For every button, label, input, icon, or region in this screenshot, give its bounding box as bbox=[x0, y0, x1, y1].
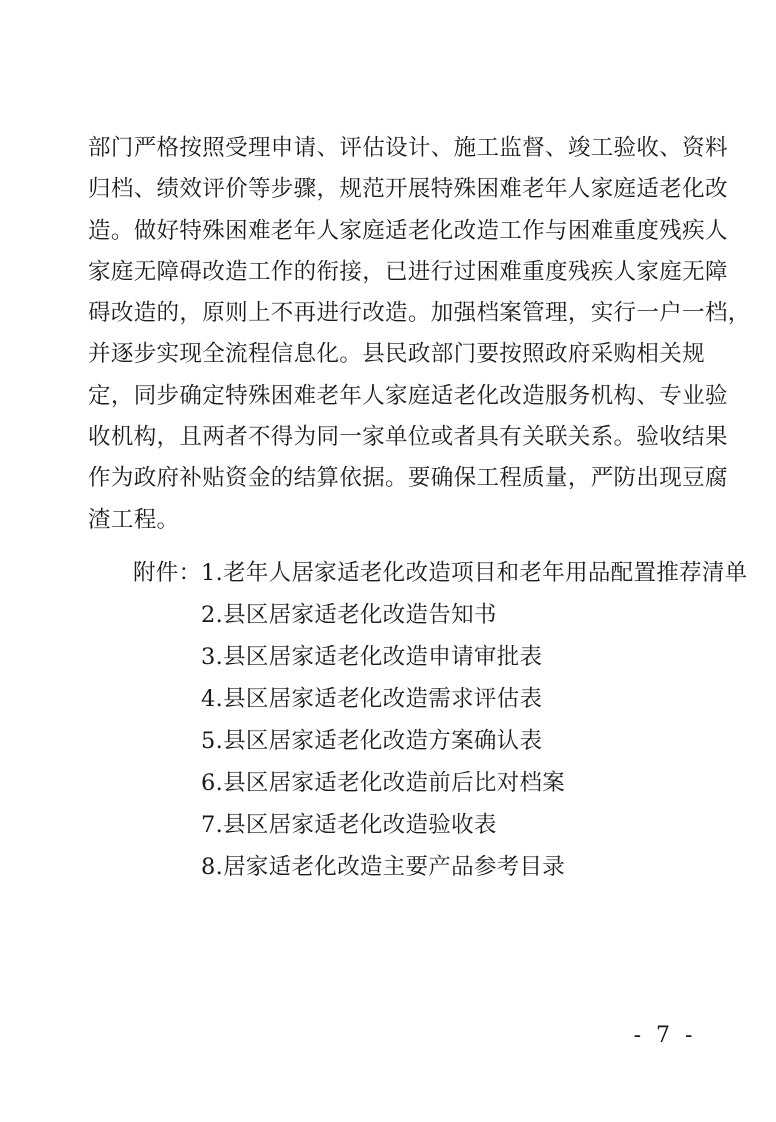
body-line: 定，同步确定特殊困难老年人家庭适老化改造服务机构、专业验 bbox=[88, 382, 728, 409]
attachment-item: 7.县区居家适老化改造验收表 bbox=[201, 812, 497, 838]
attachment-row bbox=[133, 552, 748, 594]
attachment-item: 3.县区居家适老化改造申请审批表 bbox=[201, 644, 543, 670]
attachment-item: 6.县区居家适老化改造前后比对档案 bbox=[201, 770, 566, 796]
body-line: 造。做好特殊困难老年人家庭适老化改造工作与困难重度残疾人 bbox=[88, 217, 728, 244]
attachment-row bbox=[133, 762, 693, 804]
attachment-item: 1.老年人居家适老化改造项目和老年用品配置推荐清单 bbox=[201, 560, 748, 586]
body-line: 归档、绩效评价等步骤，规范开展特殊困难老年人家庭适老化改 bbox=[88, 176, 728, 203]
body-line: 并逐步实现全流程信息化。县民政部门要按照政府采购相关规 bbox=[88, 341, 705, 368]
body-line: 作为政府补贴资金的结算依据。要确保工程质量，严防出现豆腐 bbox=[88, 465, 728, 492]
attachment-item: 8.居家适老化改造主要产品参考目录 bbox=[201, 854, 566, 880]
attachments-list bbox=[133, 552, 748, 888]
attachment-row bbox=[133, 636, 693, 678]
attachment-item: 4.县区居家适老化改造需求评估表 bbox=[201, 686, 543, 712]
body-line: 渣工程。 bbox=[88, 506, 180, 533]
attachment-item: 5.县区居家适老化改造方案确认表 bbox=[201, 728, 543, 754]
attachment-row bbox=[133, 846, 693, 888]
body-line: 家庭无障碍改造工作的衔接，已进行过困难重度残疾人家庭无障 bbox=[88, 258, 728, 285]
body-line: 部门严格按照受理申请、评估设计、施工监督、竣工验收、资料 bbox=[88, 135, 728, 161]
body-paragraph bbox=[88, 128, 751, 541]
attachments-label: 附件： bbox=[133, 560, 202, 586]
attachment-row bbox=[133, 804, 693, 846]
attachment-row bbox=[133, 720, 693, 762]
body-line: 收机构，且两者不得为同一家单位或者具有关联关系。验收结果 bbox=[88, 424, 728, 451]
attachment-row bbox=[133, 678, 693, 720]
body-line: 碍改造的，原则上不再进行改造。加强档案管理，实行一户一档， bbox=[88, 300, 751, 327]
page-number: - 7 - bbox=[633, 1023, 697, 1048]
attachment-row bbox=[133, 594, 693, 636]
attachment-item: 2.县区居家适老化改造告知书 bbox=[201, 602, 497, 628]
